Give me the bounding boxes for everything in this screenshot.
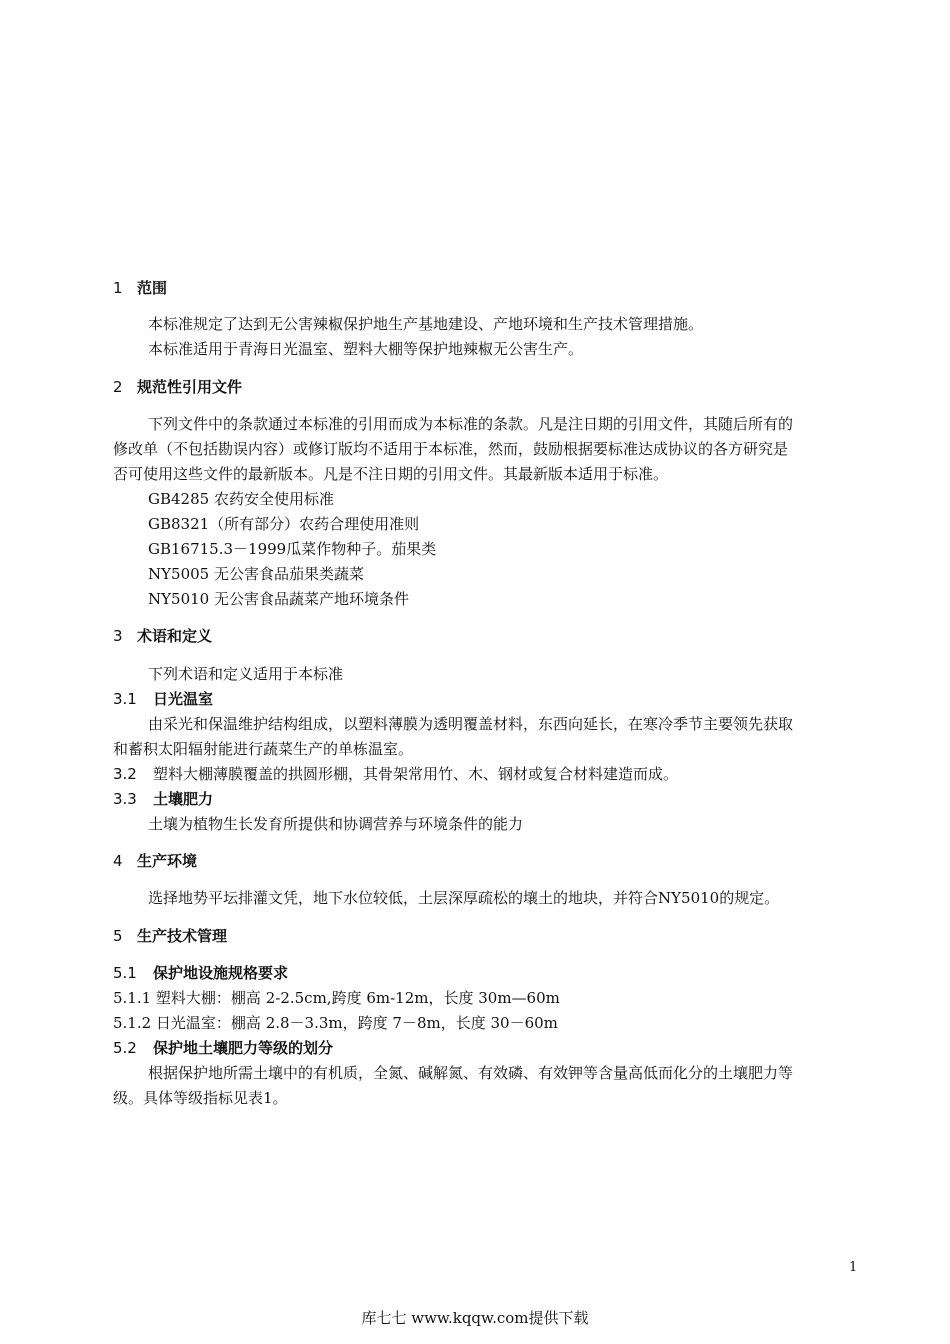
paragraph: 土壤为植物生长发育所提供和协调营养与环境条件的能力 (148, 815, 524, 833)
section-title: 规范性引用文件 (137, 378, 243, 396)
subsection-3-3-heading (113, 789, 213, 809)
section-title: 生产环境 (137, 852, 198, 870)
subsection-number: 3.2 (113, 765, 137, 783)
paragraph-line: 否可使用这些文件的最新版本。凡是不注日期的引用文件。其最新版本适用于标准。 (113, 465, 669, 483)
subsection-text: 塑料大棚薄膜覆盖的拱圆形棚，其骨架常用竹、木、钢材或复合材料建造而成。 (153, 765, 679, 783)
section-number: 1 (113, 279, 123, 297)
reference-item: GB16715.3－1999瓜菜作物种子。茄果类 (148, 540, 437, 558)
subsection-title: 保护地设施规格要求 (153, 964, 289, 982)
reference-item: GB4285 农药安全使用标准 (148, 490, 334, 508)
page-number: 1 (849, 1260, 858, 1275)
paragraph-line: 和蓄积太阳辐射能进行蔬菜生产的单栋温室。 (113, 740, 414, 758)
section-number: 3 (113, 627, 123, 645)
section-title: 生产技术管理 (137, 927, 228, 945)
section-3-heading (113, 626, 212, 646)
section-number: 4 (113, 852, 123, 870)
download-credit: 库七七 www.kqqw.com提供下载 (361, 1309, 589, 1327)
section-2-heading (113, 377, 242, 397)
subsection-title: 土壤肥力 (153, 790, 214, 808)
reference-item: NY5010 无公害食品蔬菜产地环境条件 (148, 590, 409, 608)
section-title: 范围 (137, 279, 168, 297)
subsection-title: 保护地土壤肥力等级的划分 (153, 1039, 334, 1057)
paragraph-line: 由采光和保温维护结构组成，以塑料薄膜为透明覆盖材料，东西向延长，在寒冷季节主要领先获取 (148, 715, 794, 733)
paragraph: 选择地势平坛排灌文凭，地下水位较低，土层深厚疏松的壤土的地块，并符合NY5010的规定。 (148, 889, 780, 907)
paragraph: 本标准适用于青海日光温室、塑料大棚等保护地辣椒无公害生产。 (148, 340, 584, 358)
spec-item: 5.1.2 日光温室：棚高 2.8－3.3m，跨度 7－8m，长度 30－60m (113, 1014, 558, 1032)
subsection-number: 5.2 (113, 1039, 137, 1057)
reference-item: GB8321（所有部分）农药合理使用准则 (148, 515, 420, 533)
spec-item: 5.1.1 塑料大棚：棚高 2-2.5cm,跨度 6m-12m，长度 30m—60m (113, 989, 560, 1007)
subsection-3-1-heading (113, 689, 213, 709)
section-number: 5 (113, 927, 123, 945)
subsection-5-2-heading (113, 1038, 333, 1058)
paragraph-line: 级。具体等级指标见表1。 (113, 1089, 288, 1107)
paragraph: 下列术语和定义适用于本标准 (148, 665, 344, 683)
section-number: 2 (113, 378, 123, 396)
subsection-3-2 (113, 764, 678, 784)
section-5-heading (113, 926, 227, 946)
paragraph-line: 下列文件中的条款通过本标准的引用而成为本标准的条款。凡是注日期的引用文件，其随后所有的 (148, 415, 794, 433)
subsection-5-1-heading (113, 963, 288, 983)
section-1-heading (113, 278, 167, 298)
paragraph-line: 修改单（不包括勘误内容）或修订版均不适用于本标准，然而，鼓励根据要标准达成协议的各方研究是 (113, 440, 789, 458)
reference-item: NY5005 无公害食品茄果类蔬菜 (148, 565, 364, 583)
subsection-title: 日光温室 (153, 690, 214, 708)
subsection-number: 3.3 (113, 790, 137, 808)
section-title: 术语和定义 (137, 627, 213, 645)
subsection-number: 3.1 (113, 690, 137, 708)
subsection-number: 5.1 (113, 964, 137, 982)
paragraph: 本标准规定了达到无公害辣椒保护地生产基地建设、产地环境和生产技术管理措施。 (148, 315, 704, 333)
section-4-heading (113, 851, 197, 871)
paragraph-line: 根据保护地所需土壤中的有机质，全氮、碱解氮、有效磷、有效钾等含量高低而化分的土壤肥力等 (148, 1064, 794, 1082)
